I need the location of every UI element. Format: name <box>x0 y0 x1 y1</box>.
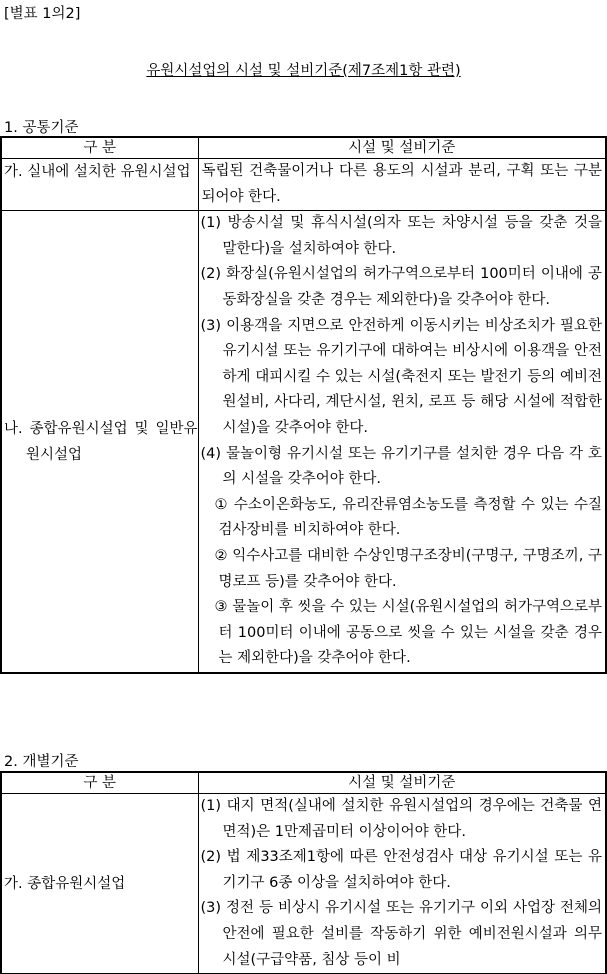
category-text: 가. 실내에 설치한 유원시설업 <box>4 164 191 180</box>
standard-item: (3) 정전 등 비상시 유기시설 또는 유기기구 이외 사업장 전체의 안전에 필요한 설비를 작동하기 위한 예비전원시설과 의무 시설(구급약품, 침상 등이 비 <box>200 900 602 968</box>
table-header-row <box>1 137 606 159</box>
common-standards-table <box>0 136 607 674</box>
standard-subitem: ③ 물놀이 후 씻을 수 있는 시설(유원시설업의 허가구역으로부터 100미터 이내에 공동으로 씻을 수 있는 시설을 갖춘 경우는 제외한다)을 갖추어야 한다. <box>214 599 602 667</box>
standard-item: (3) 이용객을 지면으로 안전하게 이동시키는 비상조치가 필요한 유기시설 또는 유기기구에 대하여는 비상시에 이용객을 안전하게 대피시킬 수 있는 시설(축전지 또는 발전기 등의 예비전원설비, 사다리, 계단시설, 윈치, 로프 등 해당 시설에 적합한 시설)을 갖추어야 한다. <box>200 317 602 436</box>
document-title: 유원시설업의 시설 및 설비기준(제7조제1항 관련) <box>146 63 461 79</box>
section-heading-common: 1. 공통기준 <box>4 120 79 136</box>
row-category <box>1 211 198 673</box>
column-header-category: 구 분 <box>1 137 198 159</box>
standard-item: (4) 물놀이형 유기시설 또는 유기기구를 설치한 경우 다음 각 호의 시설을 갖추어야 한다. <box>200 445 602 488</box>
row-standards <box>198 211 606 673</box>
column-header-category: 구 분 <box>1 772 198 794</box>
category-text: 나. 종합유원시설업 및 일반유원시설업 <box>4 420 198 463</box>
column-header-standards: 시설 및 설비기준 <box>198 137 606 159</box>
row-standards <box>198 159 606 211</box>
standard-item: (1) 대지 면적(실내에 설치한 유원시설업의 경우에는 건축물 연면적)은 1만제곱미터 이상이어야 한다. <box>200 798 602 840</box>
section-heading-individual: 2. 개별기준 <box>4 754 79 770</box>
standard-subitem: ① 수소이온화농도, 유리잔류염소농도를 측정할 수 있는 수질검사장비를 비치하여야 한다. <box>214 496 602 539</box>
standard-item: (2) 법 제33조제1항에 따른 안전성검사 대상 유기시설 또는 유기기구 6종 이상을 설치하여야 한다. <box>200 849 602 891</box>
table-header-row <box>1 772 606 794</box>
category-text: 가. 종합유원시설업 <box>4 875 126 892</box>
annex-label: [별표 1의2] <box>4 6 81 22</box>
standard-subitem: ② 익수사고를 대비한 수상인명구조장비(구명구, 구명조끼, 구명로프 등)를 갖추어야 한다. <box>214 547 602 590</box>
table-row <box>1 794 606 974</box>
standard-item: (2) 화장실(유원시설업의 허가구역으로부터 100미터 이내에 공동화장실을 갖춘 경우는 제외한다)을 갖추어야 한다. <box>200 266 602 308</box>
row-standards <box>198 794 606 974</box>
standard-item: 독립된 건축물이거나 다른 용도의 시설과 분리, 구획 또는 구분되어야 한다. <box>201 163 602 205</box>
row-category <box>1 159 198 211</box>
standard-item: (1) 방송시설 및 휴식시설(의자 또는 차양시설 등을 갖춘 것을 말한다)을 설치하여야 한다. <box>200 215 602 257</box>
column-header-standards: 시설 및 설비기준 <box>198 772 606 794</box>
individual-standards-table <box>0 771 607 974</box>
row-category <box>1 794 198 974</box>
table-row <box>1 211 606 673</box>
table-row <box>1 159 606 211</box>
